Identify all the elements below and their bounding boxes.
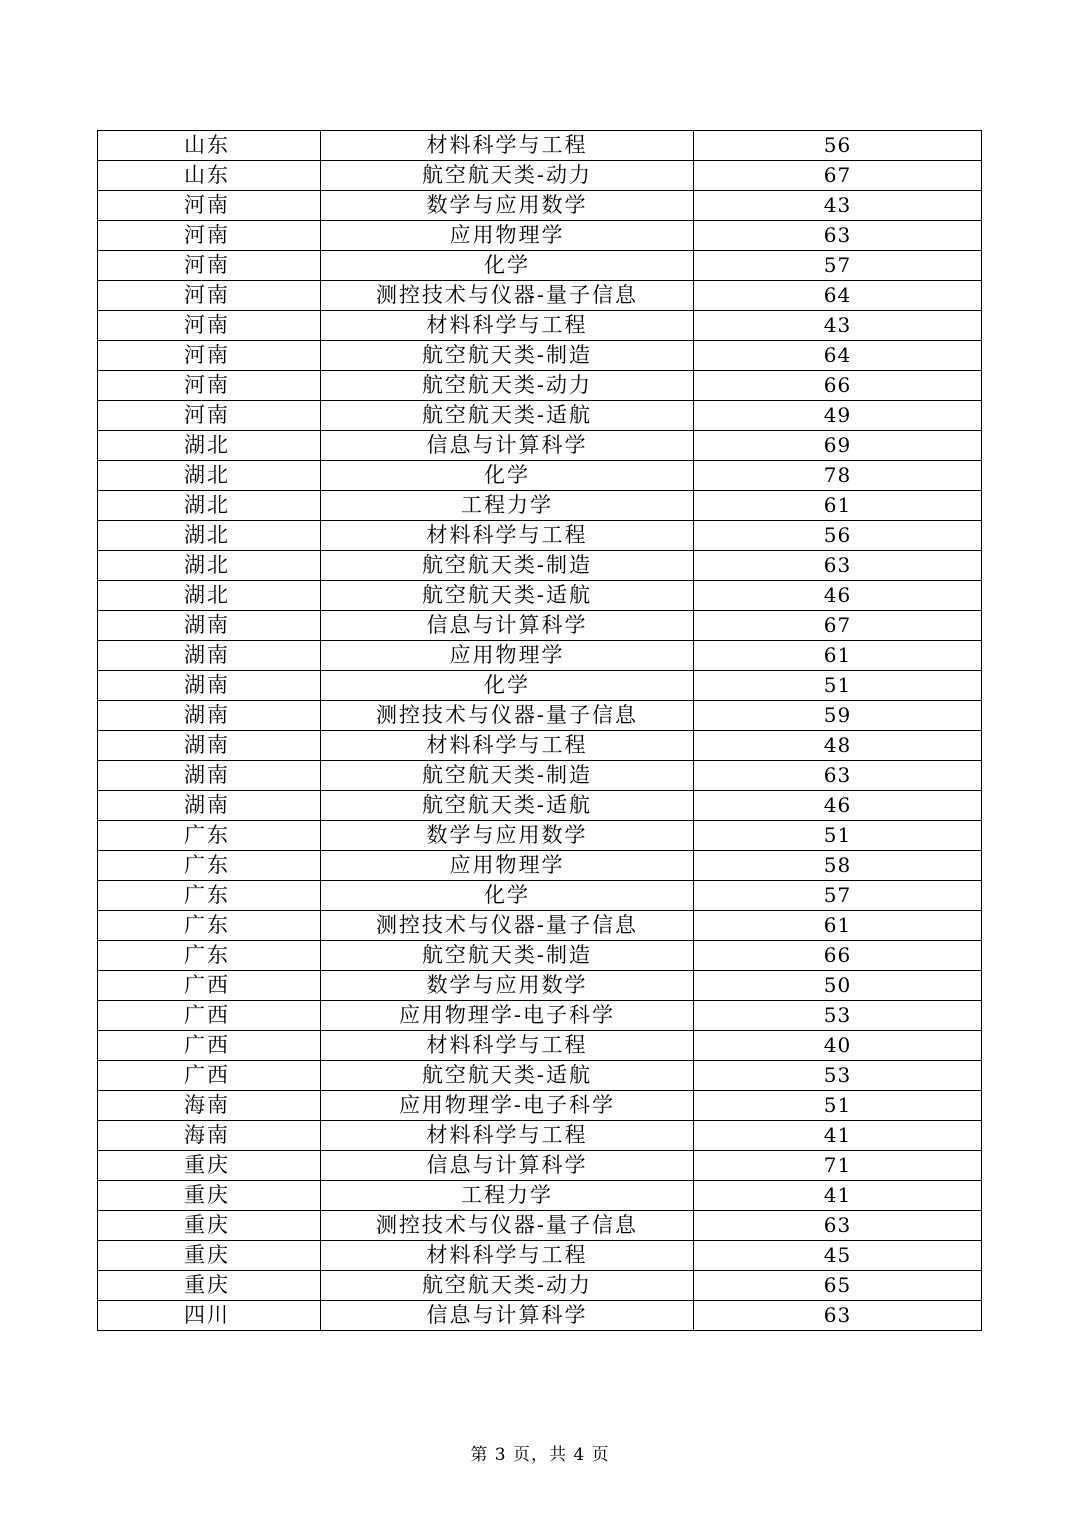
province-cell: 河南 (98, 191, 321, 221)
province-cell: 湖南 (98, 791, 321, 821)
table-row (98, 281, 982, 311)
province-cell: 广东 (98, 821, 321, 851)
table-row (98, 491, 982, 521)
province-cell: 湖南 (98, 671, 321, 701)
score-cell: 63 (694, 221, 982, 251)
table-row (98, 401, 982, 431)
major-cell: 航空航天类-制造 (321, 341, 694, 371)
major-cell: 航空航天类-适航 (321, 401, 694, 431)
major-cell: 航空航天类-适航 (321, 791, 694, 821)
score-cell: 63 (694, 551, 982, 581)
province-cell: 广西 (98, 1031, 321, 1061)
province-cell: 重庆 (98, 1211, 321, 1241)
province-cell: 湖南 (98, 701, 321, 731)
province-cell: 广东 (98, 911, 321, 941)
major-cell: 材料科学与工程 (321, 1121, 694, 1151)
table-row (98, 641, 982, 671)
table-row (98, 791, 982, 821)
table-row (98, 191, 982, 221)
table-row (98, 551, 982, 581)
province-cell: 山东 (98, 161, 321, 191)
score-cell: 67 (694, 611, 982, 641)
major-cell: 测控技术与仪器-量子信息 (321, 701, 694, 731)
province-cell: 湖北 (98, 551, 321, 581)
major-cell: 信息与计算科学 (321, 1151, 694, 1181)
province-cell: 广西 (98, 1061, 321, 1091)
major-cell: 化学 (321, 881, 694, 911)
score-cell: 63 (694, 761, 982, 791)
score-cell: 51 (694, 821, 982, 851)
province-cell: 重庆 (98, 1151, 321, 1181)
table-row (98, 701, 982, 731)
province-cell: 河南 (98, 251, 321, 281)
score-cell: 41 (694, 1121, 982, 1151)
table-row (98, 1001, 982, 1031)
table-row (98, 311, 982, 341)
table-row (98, 731, 982, 761)
province-cell: 四川 (98, 1301, 321, 1331)
table-row (98, 761, 982, 791)
table-row (98, 1301, 982, 1331)
score-cell: 58 (694, 851, 982, 881)
score-cell: 71 (694, 1151, 982, 1181)
score-cell: 51 (694, 671, 982, 701)
province-cell: 广东 (98, 851, 321, 881)
table-row (98, 1031, 982, 1061)
province-cell: 广东 (98, 881, 321, 911)
table-row (98, 1151, 982, 1181)
table-row (98, 971, 982, 1001)
major-cell: 材料科学与工程 (321, 1241, 694, 1271)
score-cell: 64 (694, 281, 982, 311)
score-cell: 53 (694, 1001, 982, 1031)
score-cell: 78 (694, 461, 982, 491)
province-cell: 广东 (98, 941, 321, 971)
score-cell: 46 (694, 791, 982, 821)
table-row (98, 671, 982, 701)
major-cell: 化学 (321, 671, 694, 701)
score-cell: 51 (694, 1091, 982, 1121)
major-cell: 信息与计算科学 (321, 611, 694, 641)
score-cell: 43 (694, 191, 982, 221)
score-cell: 64 (694, 341, 982, 371)
major-cell: 应用物理学 (321, 221, 694, 251)
major-cell: 测控技术与仪器-量子信息 (321, 1211, 694, 1241)
table-row (98, 161, 982, 191)
major-cell: 应用物理学 (321, 641, 694, 671)
score-cell: 50 (694, 971, 982, 1001)
score-table (97, 130, 982, 1331)
score-cell: 41 (694, 1181, 982, 1211)
major-cell: 信息与计算科学 (321, 1301, 694, 1331)
major-cell: 数学与应用数学 (321, 191, 694, 221)
score-cell: 46 (694, 581, 982, 611)
table-row (98, 1181, 982, 1211)
table-row (98, 251, 982, 281)
score-cell: 40 (694, 1031, 982, 1061)
major-cell: 应用物理学 (321, 851, 694, 881)
province-cell: 湖北 (98, 521, 321, 551)
major-cell: 航空航天类-适航 (321, 1061, 694, 1091)
score-cell: 57 (694, 881, 982, 911)
score-cell: 45 (694, 1241, 982, 1271)
score-cell: 61 (694, 641, 982, 671)
major-cell: 材料科学与工程 (321, 131, 694, 161)
score-cell: 43 (694, 311, 982, 341)
score-cell: 63 (694, 1211, 982, 1241)
province-cell: 海南 (98, 1121, 321, 1151)
province-cell: 重庆 (98, 1241, 321, 1271)
score-cell: 59 (694, 701, 982, 731)
score-cell: 56 (694, 521, 982, 551)
table-row (98, 341, 982, 371)
major-cell: 工程力学 (321, 491, 694, 521)
table-row (98, 581, 982, 611)
major-cell: 工程力学 (321, 1181, 694, 1211)
major-cell: 应用物理学-电子科学 (321, 1091, 694, 1121)
province-cell: 重庆 (98, 1181, 321, 1211)
table-row (98, 371, 982, 401)
major-cell: 材料科学与工程 (321, 311, 694, 341)
score-cell: 66 (694, 941, 982, 971)
province-cell: 重庆 (98, 1271, 321, 1301)
major-cell: 信息与计算科学 (321, 431, 694, 461)
score-cell: 49 (694, 401, 982, 431)
major-cell: 航空航天类-动力 (321, 161, 694, 191)
score-cell: 67 (694, 161, 982, 191)
table-row (98, 1241, 982, 1271)
table-row (98, 1121, 982, 1151)
table-row (98, 851, 982, 881)
province-cell: 河南 (98, 281, 321, 311)
major-cell: 航空航天类-制造 (321, 941, 694, 971)
score-cell: 53 (694, 1061, 982, 1091)
table-row (98, 1211, 982, 1241)
major-cell: 航空航天类-制造 (321, 551, 694, 581)
table-row (98, 521, 982, 551)
score-cell: 48 (694, 731, 982, 761)
province-cell: 湖北 (98, 461, 321, 491)
major-cell: 航空航天类-动力 (321, 1271, 694, 1301)
major-cell: 数学与应用数学 (321, 821, 694, 851)
table-row (98, 461, 982, 491)
score-cell: 61 (694, 911, 982, 941)
major-cell: 航空航天类-制造 (321, 761, 694, 791)
province-cell: 广西 (98, 1001, 321, 1031)
table-body (98, 131, 982, 1331)
province-cell: 河南 (98, 371, 321, 401)
score-cell: 57 (694, 251, 982, 281)
score-cell: 63 (694, 1301, 982, 1331)
table-row (98, 881, 982, 911)
score-cell: 69 (694, 431, 982, 461)
major-cell: 材料科学与工程 (321, 731, 694, 761)
province-cell: 广西 (98, 971, 321, 1001)
table-row (98, 431, 982, 461)
major-cell: 测控技术与仪器-量子信息 (321, 281, 694, 311)
major-cell: 航空航天类-动力 (321, 371, 694, 401)
province-cell: 河南 (98, 221, 321, 251)
table-row (98, 821, 982, 851)
major-cell: 航空航天类-适航 (321, 581, 694, 611)
major-cell: 应用物理学-电子科学 (321, 1001, 694, 1031)
major-cell: 化学 (321, 461, 694, 491)
score-cell: 65 (694, 1271, 982, 1301)
score-cell: 56 (694, 131, 982, 161)
province-cell: 湖北 (98, 491, 321, 521)
province-cell: 湖北 (98, 581, 321, 611)
major-cell: 材料科学与工程 (321, 521, 694, 551)
province-cell: 湖南 (98, 731, 321, 761)
table-row (98, 1091, 982, 1121)
table-row (98, 131, 982, 161)
province-cell: 湖南 (98, 641, 321, 671)
province-cell: 湖北 (98, 431, 321, 461)
major-cell: 材料科学与工程 (321, 1031, 694, 1061)
province-cell: 山东 (98, 131, 321, 161)
major-cell: 测控技术与仪器-量子信息 (321, 911, 694, 941)
table-row (98, 1061, 982, 1091)
major-cell: 数学与应用数学 (321, 971, 694, 1001)
province-cell: 湖南 (98, 761, 321, 791)
page-footer: 第 3 页，共 4 页 (470, 1445, 610, 1465)
major-cell: 化学 (321, 251, 694, 281)
table-row (98, 941, 982, 971)
province-cell: 海南 (98, 1091, 321, 1121)
table-row (98, 221, 982, 251)
score-cell: 66 (694, 371, 982, 401)
score-cell: 61 (694, 491, 982, 521)
province-cell: 湖南 (98, 611, 321, 641)
table-row (98, 1271, 982, 1301)
table-row (98, 611, 982, 641)
province-cell: 河南 (98, 311, 321, 341)
province-cell: 河南 (98, 401, 321, 431)
table-row (98, 911, 982, 941)
province-cell: 河南 (98, 341, 321, 371)
